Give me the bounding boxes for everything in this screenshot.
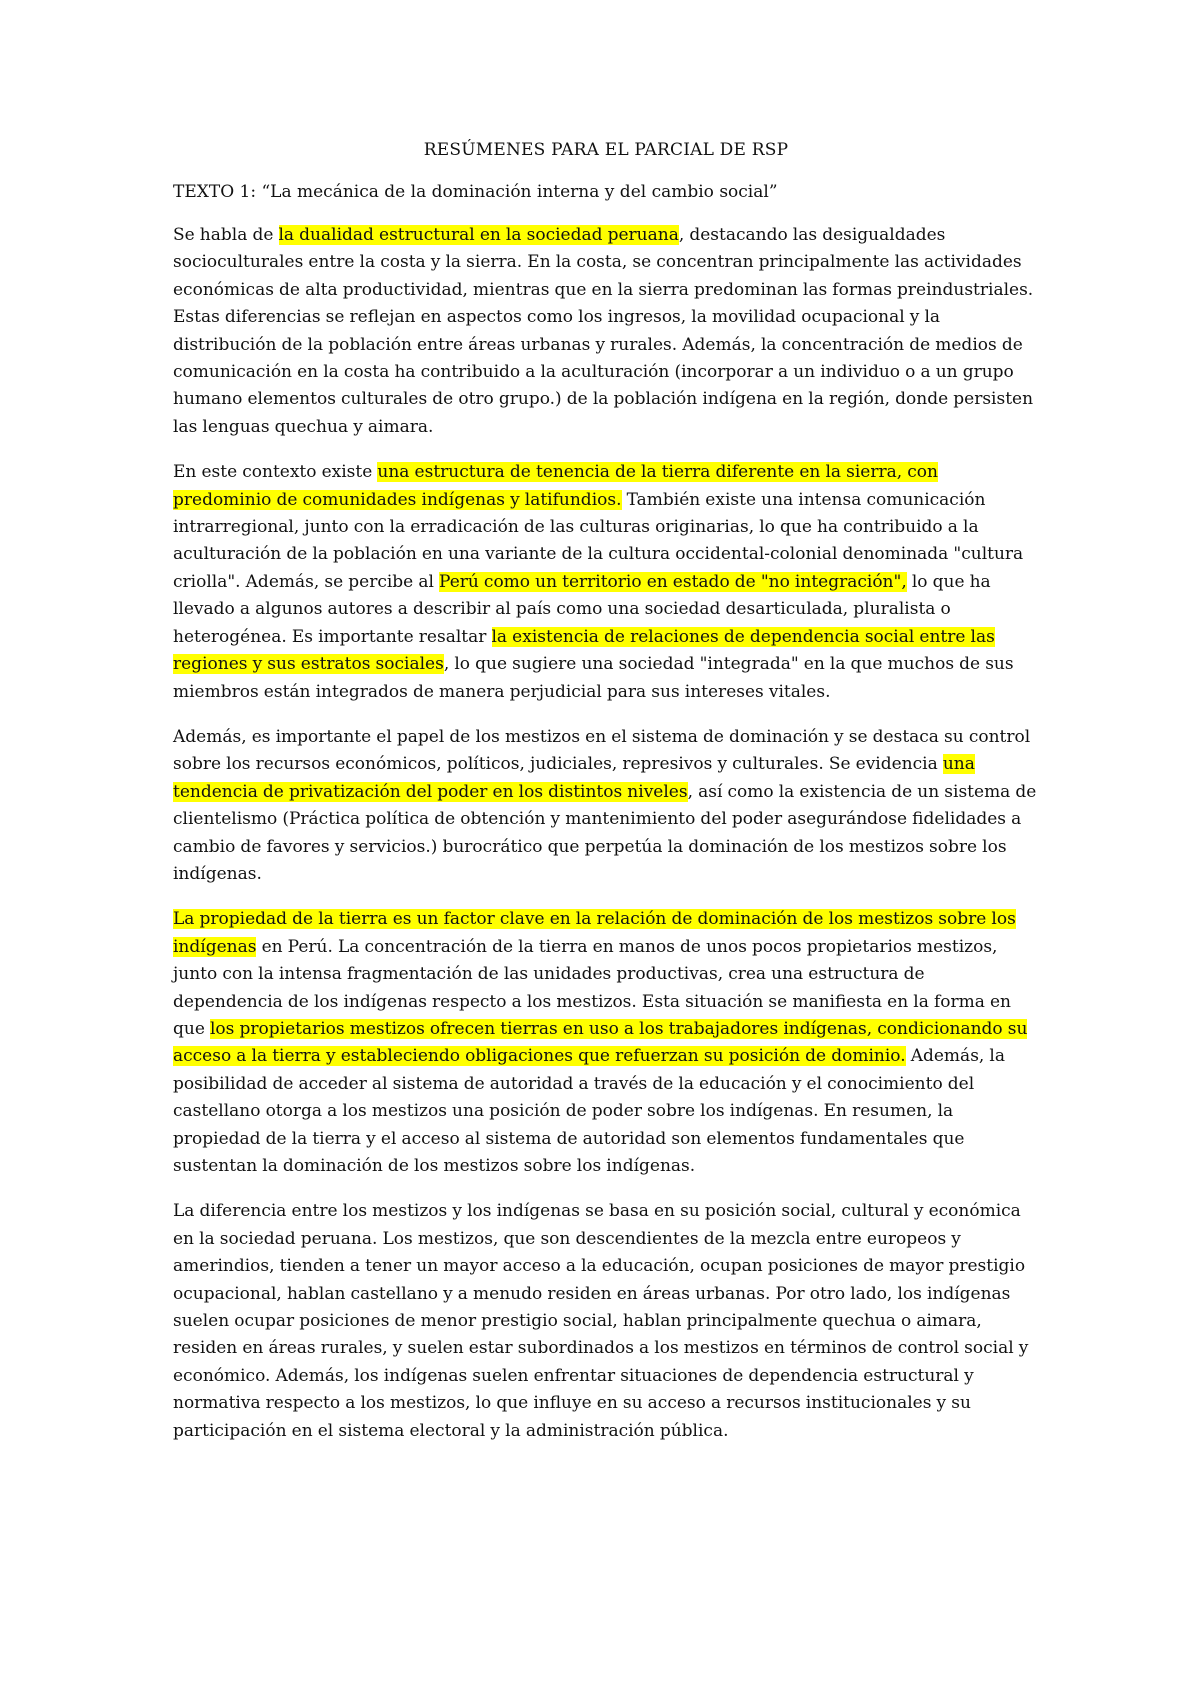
text-segment: en Perú. La concentración de la tierra en manos de unos pocos propietarios mestizos, junto con la intensa fragmentación de las unidades productivas, crea una estructura de dependencia de los indígenas respecto a los mestizos. Esta situación se manifiesta en la forma en que <box>173 936 1011 1039</box>
highlighted-text: la existencia de relaciones de dependencia social entre las regiones y sus estratos sociales <box>173 626 995 675</box>
text-segment: La diferencia entre los mestizos y los indígenas se basa en su posición social, cultural y económica en la sociedad peruana. Los mestizos, que son descendientes de la mezcla entre europeos y amerindios, tienden a tener un mayor acceso a la educación, ocupan posiciones de mayor prestigio ocupacional, hablan castellano y a menudo residen en áreas urbanas. Por otro lado, los indígenas suelen ocupar posiciones de menor prestigio social, hablan principalmente quechua o aimara, residen en áreas rurales, y suelen estar subordinados a los mestizos en términos de control social y económico. Además, los indígenas suelen enfrentar situaciones de dependencia estructural y normativa respecto a los mestizos, lo que influye en su acceso a recursos institucionales y su participación en el sistema electoral y la administración pública. <box>173 1201 1029 1441</box>
highlighted-text: Perú como un territorio en estado de "no integración", <box>439 571 907 592</box>
highlighted-text: La propiedad de la tierra es un factor clave en la relación de dominación de los mestizos sobre los indígenas <box>173 909 1016 957</box>
text-segment: También existe una intensa comunicación intrarregional, junto con la erradicación de las culturas originarias, lo que ha contribuido a la aculturación de la población en una variante de la cultura occidental-colonial denominada "cultura criolla". Además, se percibe al <box>173 489 1024 592</box>
paragraph-3 <box>173 724 1039 888</box>
text-segment: Además, la posibilidad de acceder al sistema de autoridad a través de la educación y el conocimiento del castellano otorga a los mestizos una posición de poder sobre los indígenas. En resumen, la propiedad de la tierra y el acceso al sistema de autoridad son elementos fundamentales que sustentan la dominación de los mestizos sobre los indígenas. <box>173 1046 1005 1176</box>
document-title: RESÚMENES PARA EL PARCIAL DE RSP <box>423 140 789 160</box>
text-segment: lo que ha llevado a algunos autores a describir al país como una sociedad desarticulada, pluralista o heterogénea. Es importante resaltar <box>173 571 991 647</box>
highlighted-text: los propietarios mestizos ofrecen tierras en uso a los trabajadores indígenas, condicionando su acceso a la tierra y estableciendo obligaciones que refuerzan su posición de dominio. <box>173 1018 1028 1067</box>
text-segment: , así como la existencia de un sistema de clientelismo (Práctica política de obtención y mantenimiento del poder asegurándose fidelidades a cambio de favores y servicios.) burocrático que perpetúa la dominación de los mestizos sobre los indígenas. <box>173 781 1037 884</box>
text-segment: Se habla de <box>173 225 279 245</box>
paragraph-2 <box>173 459 1039 706</box>
paragraph-4 <box>173 906 1039 1180</box>
text-segment: En este contexto existe <box>173 462 378 483</box>
text-segment: , destacando las desigualdades socioculturales entre la costa y la sierra. En la costa, se concentran principalmente las actividades económicas de alta productividad, mientras que en la sierra predominan las formas preindustriales. Estas diferencias se reflejan en aspectos como los ingresos, la movilidad ocupacional y la distribución de la población entre áreas urbanas y rurales. Además, la concentración de medios de comunicación en la costa ha contribuido a la aculturación (incorporar a un individuo o a un grupo humano elementos culturales de otro grupo.) de la población indígena en la región, donde persisten las lenguas quechua y aimara. <box>173 225 1034 437</box>
highlighted-text: una estructura de tenencia de la tierra diferente en la sierra, con predominio de comunidades indígenas y latifundios. <box>173 462 938 510</box>
paragraph-5 <box>173 1198 1039 1445</box>
document-page <box>173 140 1039 1463</box>
highlighted-text: una tendencia de privatización del poder en los distintos niveles <box>173 754 975 802</box>
paragraph-1 <box>173 222 1039 441</box>
document-subtitle: TEXTO 1: “La mecánica de la dominación interna y del cambio social” <box>173 182 778 202</box>
highlighted-text: la dualidad estructural en la sociedad peruana <box>278 225 679 245</box>
text-segment: , lo que sugiere una sociedad "integrada" en la que muchos de sus miembros están integrados de manera perjudicial para sus intereses vitales. <box>173 654 1014 702</box>
text-segment: Además, es importante el papel de los mestizos en el sistema de dominación y se destaca su control sobre los recursos económicos, políticos, judiciales, represivos y culturales. Se evidencia <box>173 726 1031 775</box>
